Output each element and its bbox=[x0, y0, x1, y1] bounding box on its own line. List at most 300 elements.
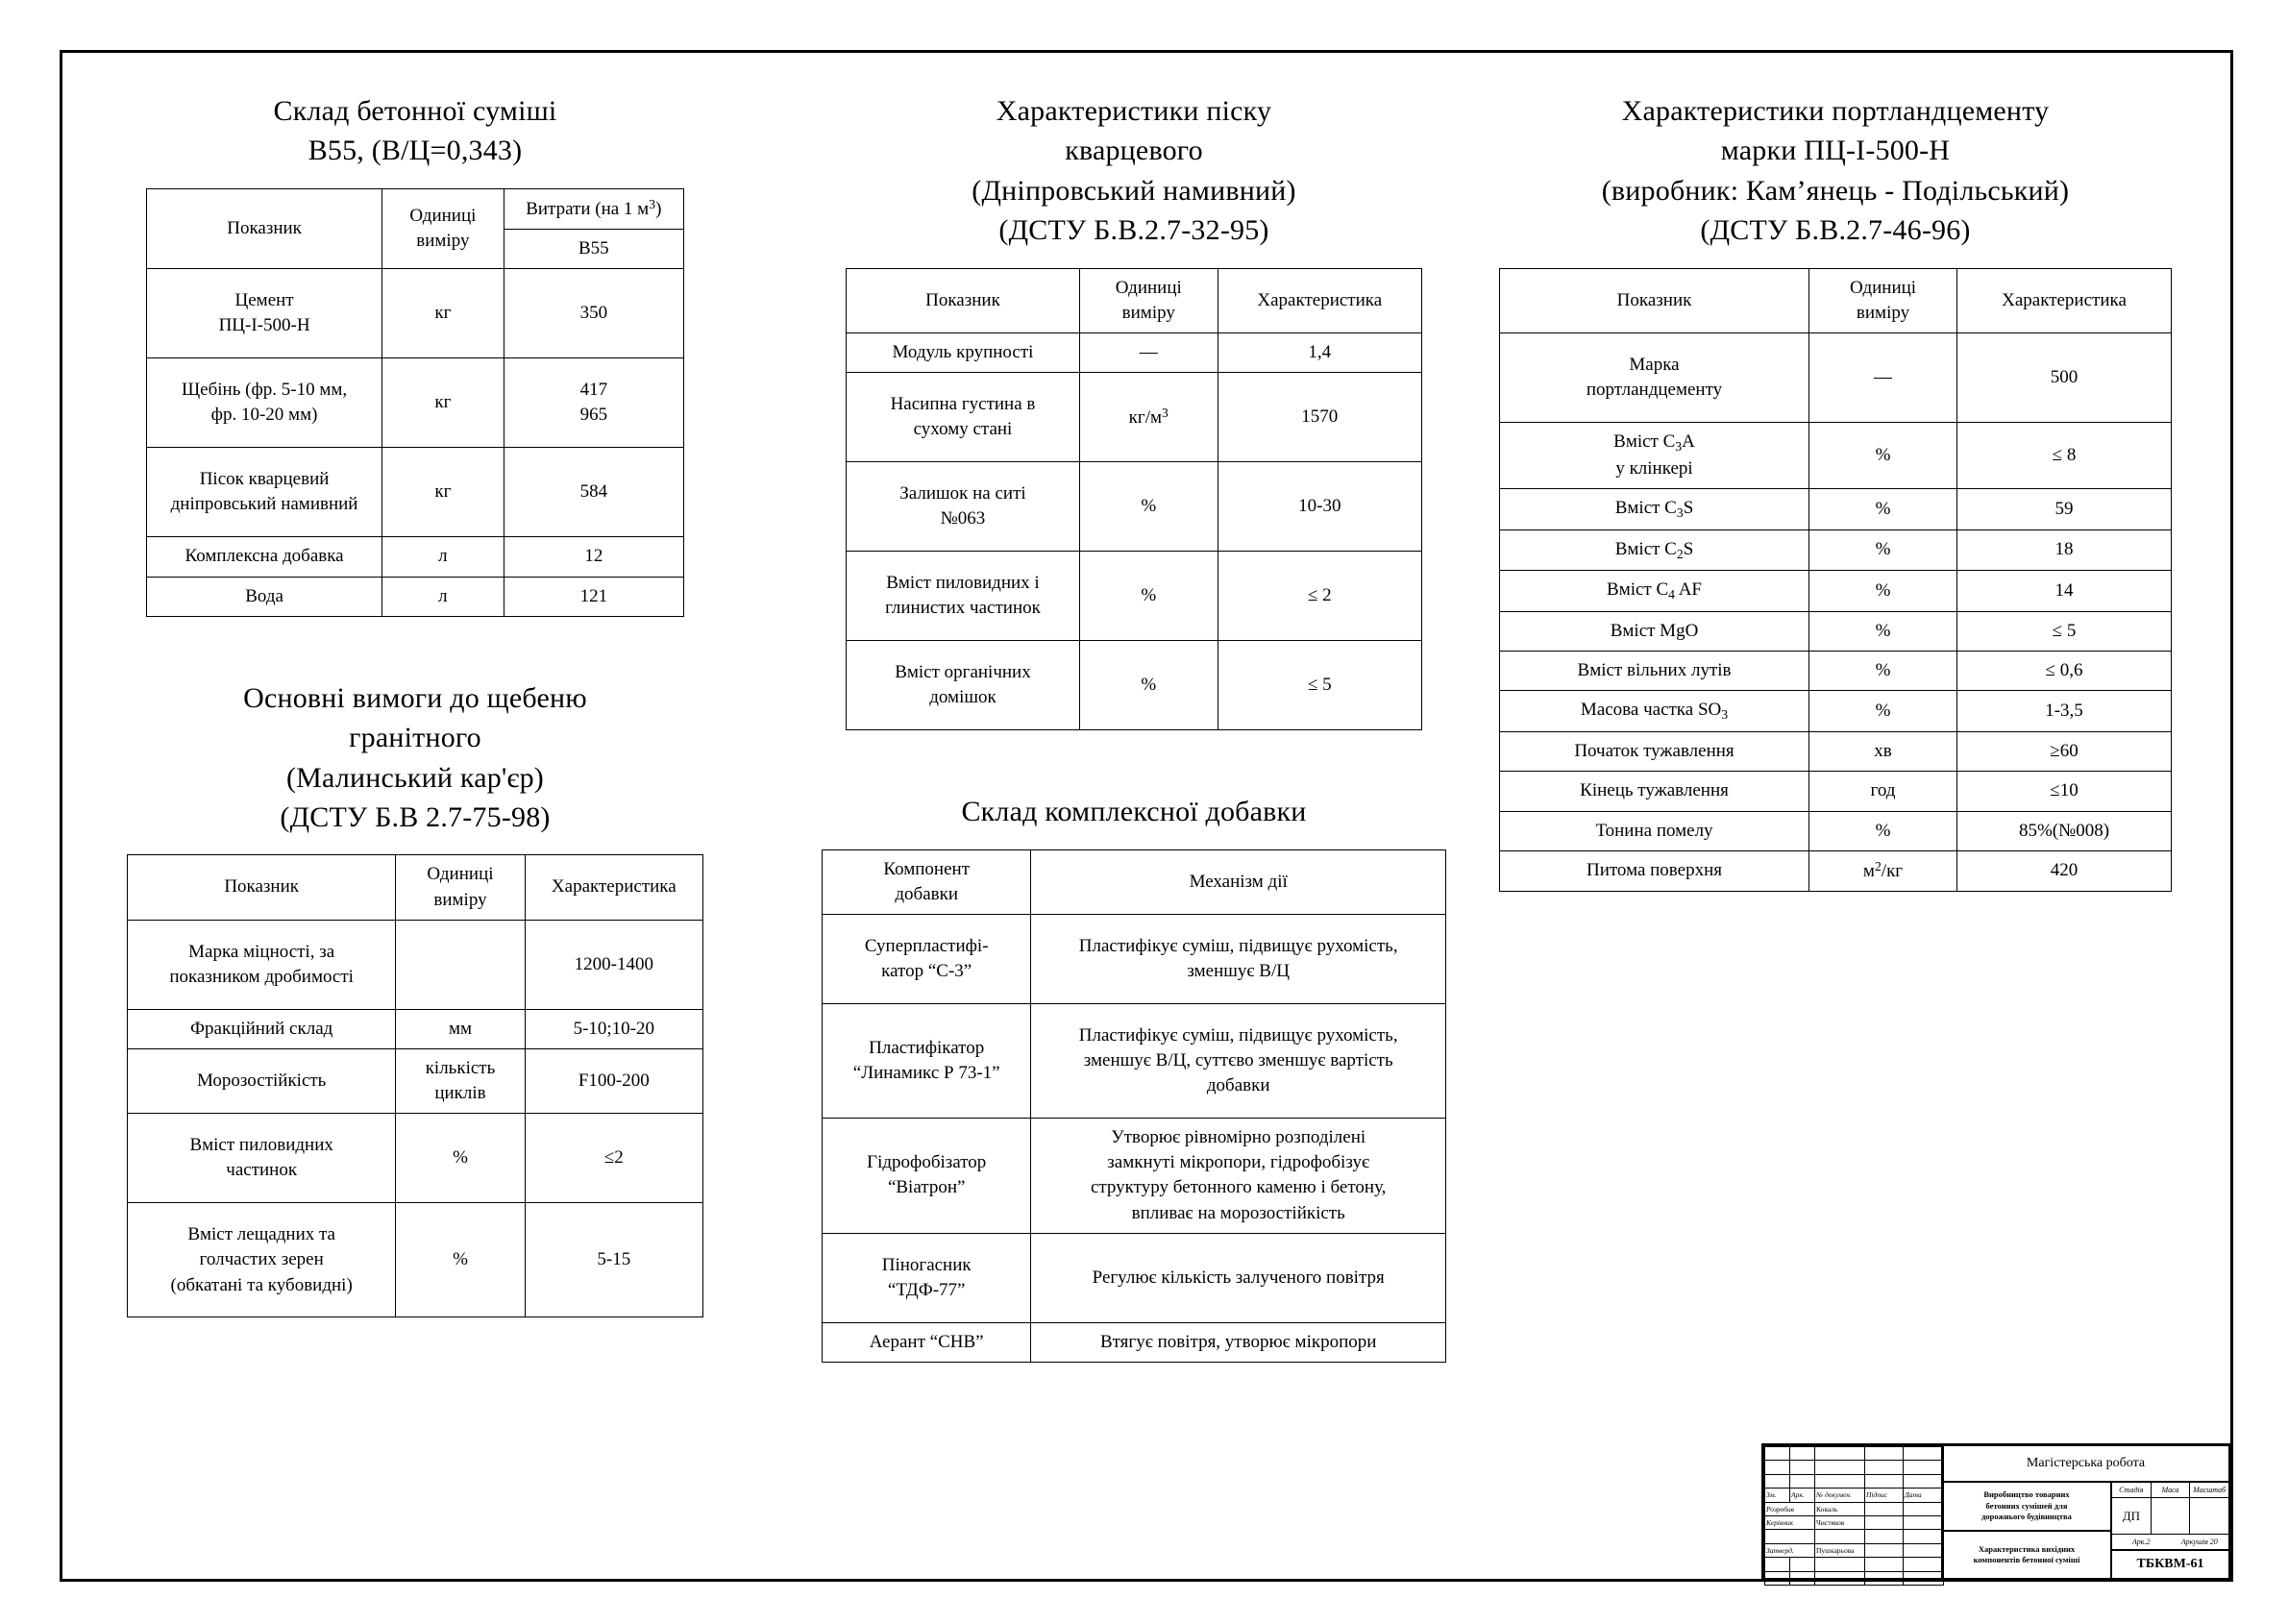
gravel-title-line-3: (Малинський кар'єр) bbox=[285, 761, 544, 794]
name-approver: Пушкарьова bbox=[1815, 1543, 1865, 1557]
signature-row bbox=[1765, 1530, 1944, 1543]
blank-cell bbox=[1865, 1571, 1904, 1585]
title-block-descriptions bbox=[1943, 1483, 2112, 1578]
row-name-text-b: S bbox=[1683, 497, 1694, 518]
header-grade: B55 bbox=[504, 230, 683, 269]
row-component-line-1: Піногасник bbox=[881, 1254, 972, 1275]
header-component bbox=[823, 849, 1031, 914]
row-value: 584 bbox=[504, 448, 683, 537]
row-name-line-2: фр. 10-20 мм) bbox=[210, 405, 318, 426]
title-block-body bbox=[1943, 1483, 2228, 1578]
blank-cell bbox=[1865, 1530, 1904, 1543]
gravel-title-line-1: Основні вимоги до щебеню bbox=[243, 681, 587, 714]
cement-table-title bbox=[1480, 91, 2191, 251]
row-unit bbox=[396, 1049, 525, 1114]
row-name-line-2: глинистих частинок bbox=[885, 598, 1041, 619]
role-developer: Розробив bbox=[1765, 1502, 1815, 1515]
sand-characteristics-table bbox=[846, 268, 1422, 731]
header-units-line-2: виміру bbox=[433, 889, 487, 910]
cement-title-line-4: (ДСТУ Б.В.2.7-46-96) bbox=[1700, 214, 1971, 247]
table-header-row bbox=[1500, 268, 2172, 332]
header-characteristic: Характеристика bbox=[1957, 268, 2172, 332]
sand-title-line-2: кварцевого bbox=[1065, 135, 1203, 167]
table-row bbox=[823, 915, 1446, 1004]
row-name-line-1 bbox=[1506, 430, 1803, 456]
row-unit: мм bbox=[396, 1009, 525, 1048]
row-name-line-2: №063 bbox=[940, 508, 986, 529]
table-row bbox=[147, 537, 684, 577]
table-row bbox=[823, 1322, 1446, 1362]
row-name-line-1: Вміст пиловидних bbox=[189, 1135, 333, 1156]
row-value: 12 bbox=[504, 537, 683, 577]
project-line-1: Виробництво товарних bbox=[1983, 1489, 2070, 1500]
row-unit: год bbox=[1809, 772, 1957, 811]
row-name-subscript: 3 bbox=[1721, 707, 1729, 723]
row-component bbox=[823, 915, 1031, 1004]
drawing-code: ТБКВМ-61 bbox=[2136, 1557, 2204, 1571]
row-component-line-1: Суперпластифі- bbox=[864, 935, 989, 956]
blank-cell bbox=[1904, 1558, 1944, 1571]
stage-value: ДП bbox=[2112, 1498, 2152, 1534]
row-component bbox=[823, 1004, 1031, 1119]
header-units-line-1: Одиниці bbox=[1115, 277, 1182, 298]
row-unit: кг bbox=[382, 448, 504, 537]
col-change: Зм. bbox=[1765, 1489, 1790, 1502]
signature-row bbox=[1765, 1502, 1944, 1515]
row-mechanism-line-4: впливає на морозостійкість bbox=[1131, 1202, 1345, 1223]
row-name bbox=[1500, 571, 1809, 612]
row-name-line-1: Вміст лещадних та bbox=[187, 1224, 335, 1245]
admixture-composition-table bbox=[822, 849, 1446, 1364]
row-name: Кінець тужавлення bbox=[1500, 772, 1809, 811]
table-row bbox=[1500, 333, 2172, 423]
blank-cell bbox=[1904, 1530, 1944, 1543]
row-mechanism-line-1: Пластифікує суміш, підвищує рухомість, bbox=[1078, 935, 1398, 956]
row-name: Комплексна добавка bbox=[147, 537, 382, 577]
row-unit-line-1: кількість bbox=[425, 1058, 496, 1079]
row-unit bbox=[396, 920, 525, 1009]
signature-row bbox=[1765, 1543, 1944, 1557]
title-block bbox=[1761, 1443, 2231, 1581]
table-row bbox=[1500, 571, 2172, 612]
col-signature: Підпис bbox=[1865, 1489, 1904, 1502]
gravel-title-line-2: гранітного bbox=[349, 722, 481, 754]
row-mechanism: Регулює кількість залученого повітря bbox=[1031, 1233, 1446, 1322]
scale-label: Масштаб bbox=[2193, 1486, 2226, 1494]
row-mechanism-line-3: структуру бетонного каменю і бетону, bbox=[1090, 1177, 1387, 1198]
header-indicator: Показник bbox=[1500, 268, 1809, 332]
row-value: ≤ 0,6 bbox=[1957, 652, 2172, 691]
role-empty bbox=[1765, 1530, 1815, 1543]
blank-cell bbox=[1904, 1502, 1944, 1515]
meta-header-row bbox=[2112, 1483, 2228, 1498]
row-name-line-1: Марка міцності, за bbox=[188, 941, 335, 962]
header-units bbox=[1809, 268, 1957, 332]
table-row bbox=[847, 373, 1422, 462]
row-name bbox=[128, 1114, 396, 1203]
row-value: 500 bbox=[1957, 333, 2172, 423]
drawing-line-2: компонентів бетонної суміші bbox=[1973, 1554, 2080, 1564]
header-component-line-1: Компонент bbox=[883, 858, 971, 879]
table-row bbox=[847, 641, 1422, 730]
row-name bbox=[1500, 488, 1809, 529]
header-characteristic: Характеристика bbox=[1218, 268, 1421, 332]
row-unit: хв bbox=[1809, 732, 1957, 772]
row-name-text: Вміст C bbox=[1607, 579, 1669, 601]
project-name bbox=[1943, 1483, 2110, 1532]
table-header-row bbox=[128, 855, 703, 920]
admixture-table-title bbox=[807, 792, 1461, 831]
row-mechanism-line-1: Утворює рівномірно розподілені bbox=[1111, 1127, 1366, 1148]
row-value: 1200-1400 bbox=[525, 920, 702, 1009]
blank-cell bbox=[1865, 1461, 1904, 1474]
row-unit: % bbox=[1809, 571, 1957, 612]
row-value: ≤10 bbox=[1957, 772, 2172, 811]
cement-title-line-2: марки ПЦ-I-500-Н bbox=[1720, 135, 1951, 167]
blank-cell bbox=[1865, 1543, 1904, 1557]
name-empty bbox=[1815, 1530, 1865, 1543]
blank-cell bbox=[1815, 1571, 1865, 1585]
signature-blank-row bbox=[1765, 1447, 1944, 1461]
row-name-line-2: ПЦ-I-500-Н bbox=[218, 315, 310, 336]
row-name-subscript: 3 bbox=[1676, 504, 1684, 520]
signature-blank-row bbox=[1765, 1461, 1944, 1474]
row-unit-line-2: циклів bbox=[434, 1083, 486, 1104]
header-indicator: Показник bbox=[847, 268, 1080, 332]
table-row bbox=[128, 920, 703, 1009]
blank-cell bbox=[1865, 1447, 1904, 1461]
row-name bbox=[847, 462, 1080, 552]
row-name bbox=[128, 1203, 396, 1317]
drawing-name bbox=[1943, 1532, 2110, 1579]
row-name bbox=[1500, 529, 1809, 571]
signature-header-row bbox=[1765, 1489, 1944, 1502]
row-component bbox=[823, 1119, 1031, 1234]
row-name-text-b: A bbox=[1682, 431, 1695, 452]
header-units-line-1: Одиниці bbox=[427, 864, 494, 885]
row-mechanism-line-2: зменшує В/Ц, суттєво зменшує вартість bbox=[1083, 1049, 1393, 1070]
row-unit: % bbox=[1809, 612, 1957, 652]
row-value: ≥60 bbox=[1957, 732, 2172, 772]
blank-cell bbox=[1765, 1447, 1790, 1461]
header-units-line-2: виміру bbox=[1121, 302, 1175, 323]
table-row bbox=[147, 269, 684, 358]
row-component-line-2: “Линамикс Р 73-1” bbox=[852, 1063, 1000, 1084]
row-name-line-1: Вміст пиловидних і bbox=[886, 573, 1040, 593]
row-value: ≤ 8 bbox=[1957, 423, 2172, 489]
blank-cell bbox=[1790, 1558, 1815, 1571]
row-value: 350 bbox=[504, 269, 683, 358]
table-row bbox=[1500, 811, 2172, 850]
row-component: Аерант “СНВ” bbox=[823, 1322, 1031, 1362]
row-name-line-1: Вміст органічних bbox=[895, 662, 1031, 682]
row-mechanism-line-3: добавки bbox=[1206, 1075, 1270, 1096]
row-name-line-2: дніпровський намивний bbox=[170, 494, 358, 515]
row-unit: кг bbox=[382, 269, 504, 358]
row-name-line-1: Марка bbox=[1629, 354, 1680, 375]
row-unit: % bbox=[1079, 462, 1218, 552]
row-name-line-2: у клінкері bbox=[1615, 457, 1693, 479]
row-name-line-2: портландцементу bbox=[1586, 380, 1723, 400]
row-value: 1570 bbox=[1218, 373, 1421, 462]
row-unit-exponent: 2 bbox=[1874, 858, 1882, 874]
blank-cell bbox=[1765, 1461, 1790, 1474]
row-mechanism: Втягує повітря, утворює мікропори bbox=[1031, 1322, 1446, 1362]
table-row bbox=[847, 552, 1422, 641]
header-consumption bbox=[504, 188, 683, 229]
row-unit: % bbox=[1809, 652, 1957, 691]
row-value: 1,4 bbox=[1218, 333, 1421, 373]
header-units bbox=[1079, 268, 1218, 332]
sand-title-line-4: (ДСТУ Б.В.2.7-32-95) bbox=[998, 214, 1269, 247]
header-characteristic: Характеристика bbox=[525, 855, 702, 920]
blank-cell bbox=[1790, 1571, 1815, 1585]
concrete-mix-table bbox=[146, 188, 684, 617]
row-name bbox=[147, 448, 382, 537]
row-mechanism-line-1: Пластифікує суміш, підвищує рухомість, bbox=[1078, 1024, 1398, 1046]
left-column bbox=[88, 91, 742, 1317]
row-component-line-2: “Віатрон” bbox=[887, 1177, 966, 1198]
sand-title-line-3: (Дніпровський намивний) bbox=[972, 174, 1296, 207]
header-consumption-text: Витрати (на 1 м bbox=[526, 198, 650, 219]
blank-cell bbox=[1865, 1502, 1904, 1515]
row-unit-tail: /кг bbox=[1881, 860, 1904, 881]
row-name: Тонина помелу bbox=[1500, 811, 1809, 850]
blank-cell bbox=[1790, 1447, 1815, 1461]
row-value: 10-30 bbox=[1218, 462, 1421, 552]
row-value: ≤ 2 bbox=[1218, 552, 1421, 641]
row-name-subscript: 4 bbox=[1668, 587, 1675, 603]
row-name: Початок тужавлення bbox=[1500, 732, 1809, 772]
row-unit: % bbox=[1079, 641, 1218, 730]
blank-cell bbox=[1815, 1461, 1865, 1474]
right-column bbox=[1480, 91, 2191, 892]
table-row bbox=[128, 1114, 703, 1203]
row-name bbox=[128, 920, 396, 1009]
row-name-line-2: показником дробимості bbox=[169, 966, 354, 987]
row-name: Вміст вільних лутів bbox=[1500, 652, 1809, 691]
signature-blank-row bbox=[1765, 1571, 1944, 1585]
signature-table bbox=[1764, 1446, 1944, 1586]
blank-cell bbox=[1765, 1558, 1790, 1571]
table-row bbox=[847, 462, 1422, 552]
row-name: Питома поверхня bbox=[1500, 850, 1809, 891]
meta-value-row bbox=[2112, 1498, 2228, 1535]
col-sheet: Арк. bbox=[1790, 1489, 1815, 1502]
blank-cell bbox=[1815, 1558, 1865, 1571]
name-developer: Коваль bbox=[1815, 1502, 1865, 1515]
mix-table-title bbox=[88, 91, 742, 171]
signature-row bbox=[1765, 1515, 1944, 1529]
row-unit: кг bbox=[382, 358, 504, 448]
row-name: Фракційний склад bbox=[128, 1009, 396, 1048]
row-component-line-1: Гідрофобізатор bbox=[867, 1152, 987, 1173]
signature-blank-row bbox=[1765, 1558, 1944, 1571]
blank-cell bbox=[1765, 1474, 1790, 1488]
row-name: Модуль крупності bbox=[847, 333, 1080, 373]
gravel-requirements-table bbox=[127, 854, 703, 1317]
blank-cell bbox=[1790, 1461, 1815, 1474]
col-docnum: № докумен. bbox=[1815, 1489, 1865, 1502]
row-unit: % bbox=[1809, 488, 1957, 529]
row-name: Вода bbox=[147, 577, 382, 616]
row-value: 5-10;10-20 bbox=[525, 1009, 702, 1048]
table-row bbox=[1500, 612, 2172, 652]
blank-cell bbox=[1865, 1474, 1904, 1488]
col-date: Дата bbox=[1904, 1489, 1944, 1502]
cement-title-line-3: (виробник: Кам’янець - Подільський) bbox=[1601, 174, 2070, 207]
sheets-total: Аркушів 20 bbox=[2180, 1538, 2218, 1546]
table-row bbox=[1500, 488, 2172, 529]
header-units-line-1: Одиниці bbox=[1849, 277, 1917, 298]
signature-blank-row bbox=[1765, 1474, 1944, 1488]
title-block-main bbox=[1943, 1446, 2228, 1578]
portland-cement-table bbox=[1499, 268, 2172, 893]
sand-table-title bbox=[807, 91, 1461, 251]
gravel-title-line-4: (ДСТУ Б.В 2.7-75-98) bbox=[280, 800, 551, 833]
row-value: 5-15 bbox=[525, 1203, 702, 1317]
row-value-line-2: 965 bbox=[579, 405, 608, 426]
cement-title-line-1: Характеристики портландцементу bbox=[1621, 95, 2050, 127]
blank-cell bbox=[1904, 1543, 1944, 1557]
table-row bbox=[1500, 529, 2172, 571]
row-name bbox=[1500, 423, 1809, 489]
row-name-text-b: S bbox=[1683, 538, 1694, 559]
scale-value bbox=[2190, 1498, 2228, 1534]
header-consumption-tail: ) bbox=[655, 198, 662, 219]
name-supervisor: Чистяков bbox=[1815, 1515, 1865, 1529]
row-mechanism bbox=[1031, 915, 1446, 1004]
project-line-2: бетонних сумішей для bbox=[1985, 1500, 2068, 1511]
row-name-subscript: 3 bbox=[1675, 438, 1683, 454]
row-unit-exponent: 3 bbox=[1162, 405, 1169, 420]
row-component-line-1: Пластифікатор bbox=[869, 1037, 985, 1058]
table-row bbox=[1500, 652, 2172, 691]
row-unit bbox=[1079, 373, 1218, 462]
row-mechanism bbox=[1031, 1119, 1446, 1234]
row-value: ≤ 5 bbox=[1957, 612, 2172, 652]
blank-cell bbox=[1904, 1474, 1944, 1488]
header-units-line-2: виміру bbox=[416, 231, 470, 252]
row-value: 85%(№008) bbox=[1957, 811, 2172, 850]
row-name bbox=[1500, 333, 1809, 423]
row-unit-text: кг/м bbox=[1128, 406, 1162, 428]
table-row bbox=[823, 1004, 1446, 1119]
row-value: ≤2 bbox=[525, 1114, 702, 1203]
row-name-text: Вміст C bbox=[1614, 538, 1677, 559]
row-name-line-1: Пісок кварцевий bbox=[199, 469, 330, 490]
row-unit: % bbox=[396, 1114, 525, 1203]
row-unit: — bbox=[1079, 333, 1218, 373]
table-row bbox=[147, 358, 684, 448]
row-value-line-1: 417 bbox=[579, 380, 608, 401]
table-row bbox=[1500, 850, 2172, 891]
blank-cell bbox=[1790, 1474, 1815, 1488]
row-unit: — bbox=[1809, 333, 1957, 423]
title-block-meta bbox=[2112, 1483, 2228, 1578]
blank-cell bbox=[1865, 1515, 1904, 1529]
row-name-subscript: 2 bbox=[1676, 546, 1684, 561]
row-unit: % bbox=[1809, 811, 1957, 850]
header-consumption-exponent: 3 bbox=[649, 196, 656, 211]
row-mechanism-line-2: замкнуті мікропори, гідрофобізує bbox=[1107, 1152, 1370, 1173]
row-unit: % bbox=[1809, 529, 1957, 571]
blank-cell bbox=[1765, 1571, 1790, 1585]
table-row bbox=[128, 1203, 703, 1317]
blank-cell bbox=[1865, 1558, 1904, 1571]
row-name bbox=[847, 373, 1080, 462]
mass-label: Маса bbox=[2152, 1483, 2191, 1497]
row-value: 121 bbox=[504, 577, 683, 616]
row-name-line-3: (обкатані та кубовидні) bbox=[170, 1274, 353, 1295]
blank-cell bbox=[1815, 1447, 1865, 1461]
row-unit bbox=[1809, 850, 1957, 891]
table-row bbox=[128, 1049, 703, 1114]
blank-cell bbox=[1815, 1474, 1865, 1488]
row-value: 59 bbox=[1957, 488, 2172, 529]
row-name-text: Вміст C bbox=[1613, 431, 1676, 452]
row-component-line-2: катор “С-3” bbox=[881, 961, 972, 982]
row-unit: % bbox=[1809, 423, 1957, 489]
row-unit: л bbox=[382, 537, 504, 577]
header-units bbox=[382, 188, 504, 269]
row-value: 18 bbox=[1957, 529, 2172, 571]
row-name-text-b: AF bbox=[1675, 579, 1702, 601]
row-unit: % bbox=[1079, 552, 1218, 641]
row-name-line-1: Щебінь (фр. 5-10 мм, bbox=[181, 380, 348, 401]
work-type-label: Магістерська робота bbox=[1943, 1446, 2228, 1483]
title-block-signature-grid bbox=[1764, 1446, 1943, 1578]
row-mechanism-line-2: зменшує В/Ц bbox=[1187, 961, 1290, 982]
row-name bbox=[1500, 691, 1809, 732]
row-name-text: Вміст C bbox=[1614, 497, 1677, 518]
role-supervisor: Керівник bbox=[1765, 1515, 1815, 1529]
stage-label: Стадія bbox=[2112, 1483, 2152, 1497]
row-name-line-2: частинок bbox=[226, 1160, 298, 1181]
table-row bbox=[1500, 772, 2172, 811]
header-component-line-2: добавки bbox=[895, 883, 959, 904]
middle-column bbox=[807, 91, 1461, 1363]
header-units bbox=[396, 855, 525, 920]
row-name-line-1: Цемент bbox=[234, 290, 294, 311]
table-row bbox=[1500, 732, 2172, 772]
header-indicator: Показник bbox=[128, 855, 396, 920]
row-name-line-2: домішок bbox=[929, 687, 996, 708]
row-component-line-2: “ТДФ-77” bbox=[887, 1279, 966, 1300]
row-unit-text: м bbox=[1862, 860, 1875, 881]
role-approver: Затверд. bbox=[1765, 1543, 1815, 1557]
table-row bbox=[147, 577, 684, 616]
row-name bbox=[847, 641, 1080, 730]
row-unit: % bbox=[396, 1203, 525, 1317]
project-line-3: дорожнього будівництва bbox=[1981, 1511, 2072, 1521]
row-unit: % bbox=[1809, 691, 1957, 732]
row-name-line-1: Залишок на ситі bbox=[899, 483, 1026, 504]
row-name-line-2: сухому стані bbox=[913, 419, 1013, 440]
header-units-line-2: виміру bbox=[1856, 302, 1910, 323]
mass-value bbox=[2152, 1498, 2191, 1534]
row-value: 14 bbox=[1957, 571, 2172, 612]
row-name-text: Масова частка SO bbox=[1580, 700, 1722, 721]
table-header-row bbox=[847, 268, 1422, 332]
table-row bbox=[1500, 691, 2172, 732]
row-name: Морозостійкість bbox=[128, 1049, 396, 1114]
mix-title-line-1: Склад бетонної суміші bbox=[273, 95, 557, 127]
blank-cell bbox=[1904, 1515, 1944, 1529]
row-unit: л bbox=[382, 577, 504, 616]
row-name-line-1: Насипна густина в bbox=[890, 394, 1036, 414]
row-mechanism bbox=[1031, 1004, 1446, 1119]
